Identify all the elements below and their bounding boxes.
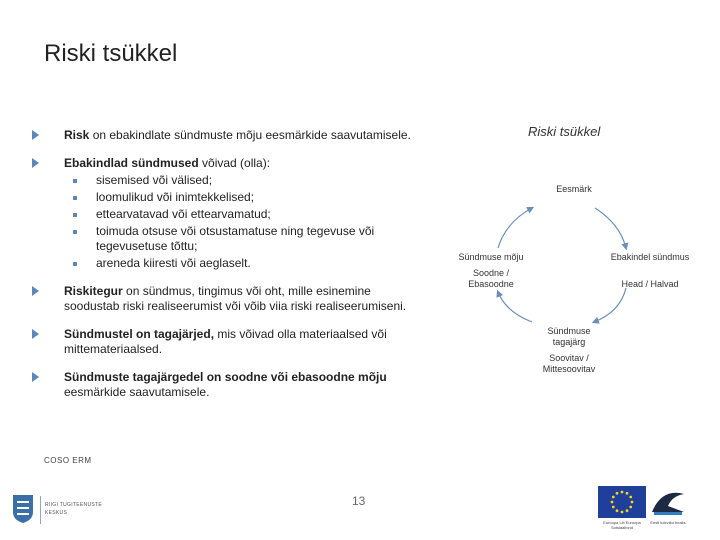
estonia-caption: Eesti tuleviku heaks	[650, 520, 686, 525]
rtk-logo	[12, 494, 102, 530]
bullet-arrow-icon	[32, 158, 39, 168]
bullet-uncertain-events	[32, 156, 422, 271]
arrow-impact-to-goal	[498, 208, 532, 248]
square-bullet-icon	[73, 213, 77, 217]
bullet-arrow-icon	[32, 286, 39, 296]
bullet-bold: Sündmuste tagajärgedel on soodne või ebasoodne mõju	[64, 370, 387, 384]
risk-cycle-diagram	[430, 116, 720, 386]
source-note: COSO ERM	[44, 456, 92, 465]
bullet-bold: Sündmustel on tagajärjed,	[64, 327, 215, 341]
bullet-text: on sündmus, tingimus või oht, mille esinemine soodustab riski realiseerumist või võib viia riski realiseerumiseni.	[64, 284, 407, 313]
eu-caption: Euroopa Liit Euroopa Sotsiaalfond	[603, 520, 641, 530]
bullet-arrow-icon	[32, 329, 39, 339]
bullet-consequences	[32, 327, 422, 357]
bullet-bold: Riskitegur	[64, 284, 123, 298]
coat-of-arms-icon	[12, 494, 34, 524]
node-event-sub: Head / Halvad	[621, 279, 679, 289]
sub-item: areneda kiiresti või aeglaselt.	[64, 256, 422, 271]
bullet-text: eesmärkide saavutamisele.	[64, 385, 210, 399]
square-bullet-icon	[73, 262, 77, 266]
diagram-title: Riski tsükkel	[528, 124, 601, 139]
bullet-arrow-icon	[32, 130, 39, 140]
bullet-list	[32, 128, 422, 413]
page-number: 13	[352, 494, 366, 508]
node-impact-sub: Soodne / Ebasoodne	[468, 268, 514, 289]
sub-item: ettearvatavad või ettearvamatud;	[64, 207, 422, 222]
bullet-risk	[32, 128, 422, 143]
node-event-title: Ebakindel sündmus	[610, 252, 690, 262]
slide-title: Riski tsükkel	[44, 40, 178, 67]
bullet-text: mis võivad olla materiaalsed või mittemateriaalsed.	[64, 327, 387, 356]
node-impact-title: Sündmuse mõju	[458, 252, 524, 262]
eu-flag-icon	[598, 486, 646, 518]
square-bullet-icon	[73, 179, 77, 183]
node-consequence-sub: Soovitav / Mittesoovitav	[542, 353, 596, 374]
arrow-consequence-to-impact	[498, 292, 532, 322]
bullet-text: võivad (olla):	[198, 156, 271, 170]
bullet-arrow-icon	[32, 372, 39, 382]
square-bullet-icon	[73, 196, 77, 200]
sub-item: toimuda otsuse või otsustamatuse ning tegevuse või tegevusetuse tõttu;	[64, 224, 422, 254]
logo-divider	[40, 496, 41, 524]
logo-text-line2: KESKUS	[45, 510, 68, 516]
bullet-bold: Risk	[64, 128, 90, 142]
estonia-swallow-logo-icon	[648, 486, 688, 518]
bullet-impact	[32, 370, 422, 400]
square-bullet-icon	[73, 230, 77, 234]
sub-list	[64, 173, 422, 271]
bullet-bold: Ebakindlad sündmused	[64, 156, 199, 170]
node-consequence-title: Sündmuse tagajärg	[547, 326, 591, 347]
bullet-risk-factor	[32, 284, 422, 314]
logo-text-line1: RIIGI TUGITEENUSTE	[45, 502, 102, 508]
arrow-event-to-consequence	[594, 288, 626, 322]
sub-item: loomulikud või inimtekkelised;	[64, 190, 422, 205]
node-goal: Eesmärk	[556, 184, 592, 194]
bullet-text: on ebakindlate sündmuste mõju eesmärkide saavutamisele.	[89, 128, 411, 142]
sub-item: sisemised või välised;	[64, 173, 422, 188]
arrow-goal-to-event	[595, 208, 626, 248]
